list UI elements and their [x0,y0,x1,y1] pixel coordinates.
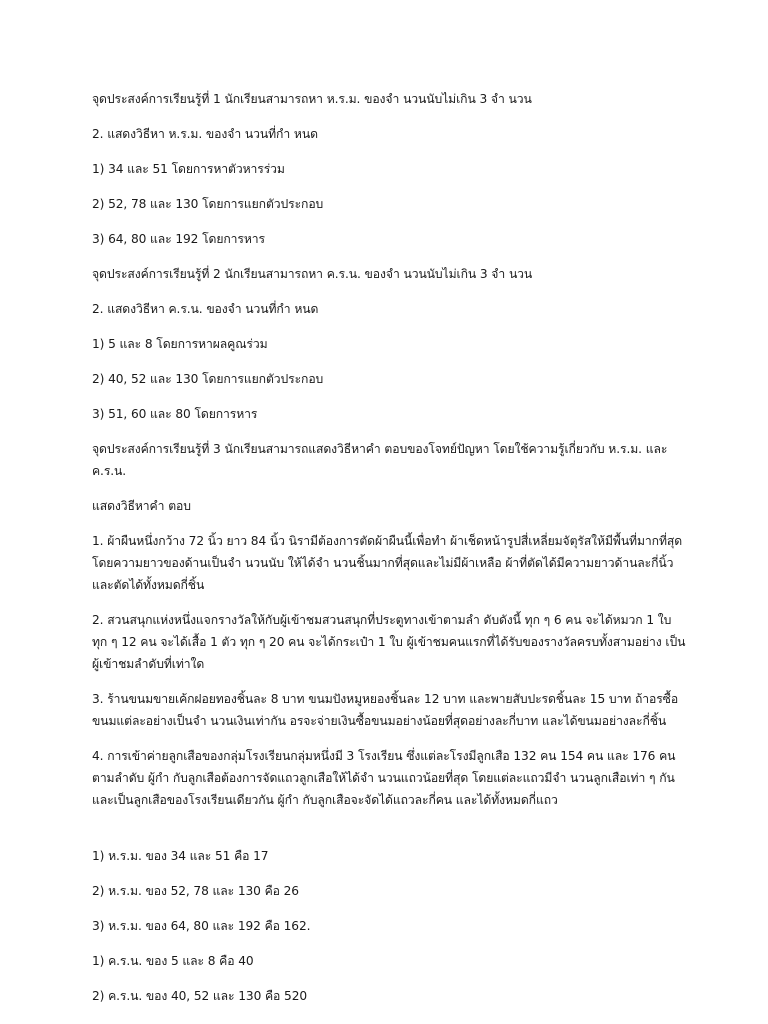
word-problem-3: 3. ร้านขนมขายเค้กฝอยทองชิ้นละ 8 บาท ขนมปังหมูหยองชิ้นละ 12 บาท และพายสับปะรดชิ้นละ 15 บาท ถ้าอรซื้อขนมแต่ละอย่างเป็นจำ นวนเงินเท่ากัน อรจะจ่ายเงินซื้อขนมอย่างน้อยที่สุดอย่างละกี่บาท และได้ขนมอย่างละกี่ชิ้น [92,692,679,728]
lcm-task-heading: 2. แสดงวิธีหา ค.ร.น. ของจำ นวนที่กำ หนด [92,302,319,316]
gcd-answer-2: 2) ห.ร.ม. ของ 52, 78 และ 130 คือ 26 [92,884,299,898]
word-problem-4: 4. การเข้าค่ายลูกเสือของกลุ่มโรงเรียนกลุ่มหนึ่งมี 3 โรงเรียน ซึ่งแต่ละโรงมีลูกเสือ 132 คน 154 คน และ 176 คน ตามลำดับ ผู้กำ กับลูกเสือต้องการจัดแถวลูกเสือให้ได้จำ นวนแถวน้อยที่สุด โดยแต่ละแถวมีจำ นวนลูกเสือเท่า ๆ กัน และเป็นลูกเสือของโรงเรียนเดียวกัน ผู้กำ กับลูกเสือจะจัดได้แถวละกี่คน และได้ทั้งหมดกี่แถว [92,749,676,807]
lcm-task-item-2: 2) 40, 52 และ 130 โดยการแยกตัวประกอบ [92,372,324,386]
word-problem-1: 1. ผ้าผืนหนึ่งกว้าง 72 นิ้ว ยาว 84 นิ้ว นิรามีต้องการตัดผ้าผืนนี้เพื่อทำ ผ้าเช็ดหน้ารูปสี่เหลี่ยมจัตุรัสให้มีพื้นที่มากที่สุด โดยความยาวของด้านเป็นจำ นวนนับ ให้ได้จำ นวนชิ้นมากที่สุดและไม่มีผ้าเหลือ ผ้าที่ตัดได้มีความยาวด้านละกี่นิ้ว และตัดได้ทั้งหมดกี่ชิ้น [92,534,683,592]
gcd-answer-3: 3) ห.ร.ม. ของ 64, 80 และ 192 คือ 162. [92,919,311,933]
gcd-task-item-1: 1) 34 และ 51 โดยการหาตัวหารร่วม [92,162,285,176]
word-problem-2: 2. สวนสนุกแห่งหนึ่งแจกรางวัลให้กับผู้เข้าชมสวนสนุกที่ประตูทางเข้าตามลำ ดับดังนี้ ทุก ๆ 6 คน จะได้หมวก 1 ใบ ทุก ๆ 12 คน จะได้เสื้อ 1 ตัว ทุก ๆ 20 คน จะได้กระเป๋า 1 ใบ ผู้เข้าชมคนแรกที่ได้รับของรางวัลครบทั้งสามอย่าง เป็นผู้เข้าชมลำดับที่เท่าใด [92,613,686,671]
word-problems-heading: แสดงวิธีหาคำ ตอบ [92,499,191,513]
gcd-answer-1: 1) ห.ร.ม. ของ 34 และ 51 คือ 17 [92,849,269,863]
gcd-task-item-3: 3) 64, 80 และ 192 โดยการหาร [92,232,265,246]
lcm-answer-1: 1) ค.ร.น. ของ 5 และ 8 คือ 40 [92,954,254,968]
lcm-task-item-1: 1) 5 และ 8 โดยการหาผลคูณร่วม [92,337,268,351]
gcd-task-heading: 2. แสดงวิธีหา ห.ร.ม. ของจำ นวนที่กำ หนด [92,127,318,141]
objective-2-heading: จุดประสงค์การเรียนรู้ที่ 2 นักเรียนสามารถหา ค.ร.น. ของจำ นวนนับไม่เกิน 3 จำ นวน [92,267,533,281]
objective-1-heading: จุดประสงค์การเรียนรู้ที่ 1 นักเรียนสามารถหา ห.ร.ม. ของจำ นวนนับไม่เกิน 3 จำ นวน [92,92,532,106]
objective-3-heading: จุดประสงค์การเรียนรู้ที่ 3 นักเรียนสามารถแสดงวิธีหาคำ ตอบของโจทย์ปัญหา โดยใช้ความรู้เกี่ยวกับ ห.ร.ม. และ ค.ร.น. [92,442,668,478]
lcm-task-item-3: 3) 51, 60 และ 80 โดยการหาร [92,407,258,421]
lcm-answer-2: 2) ค.ร.น. ของ 40, 52 และ 130 คือ 520 [92,989,308,1003]
gcd-task-item-2: 2) 52, 78 และ 130 โดยการแยกตัวประกอบ [92,197,324,211]
